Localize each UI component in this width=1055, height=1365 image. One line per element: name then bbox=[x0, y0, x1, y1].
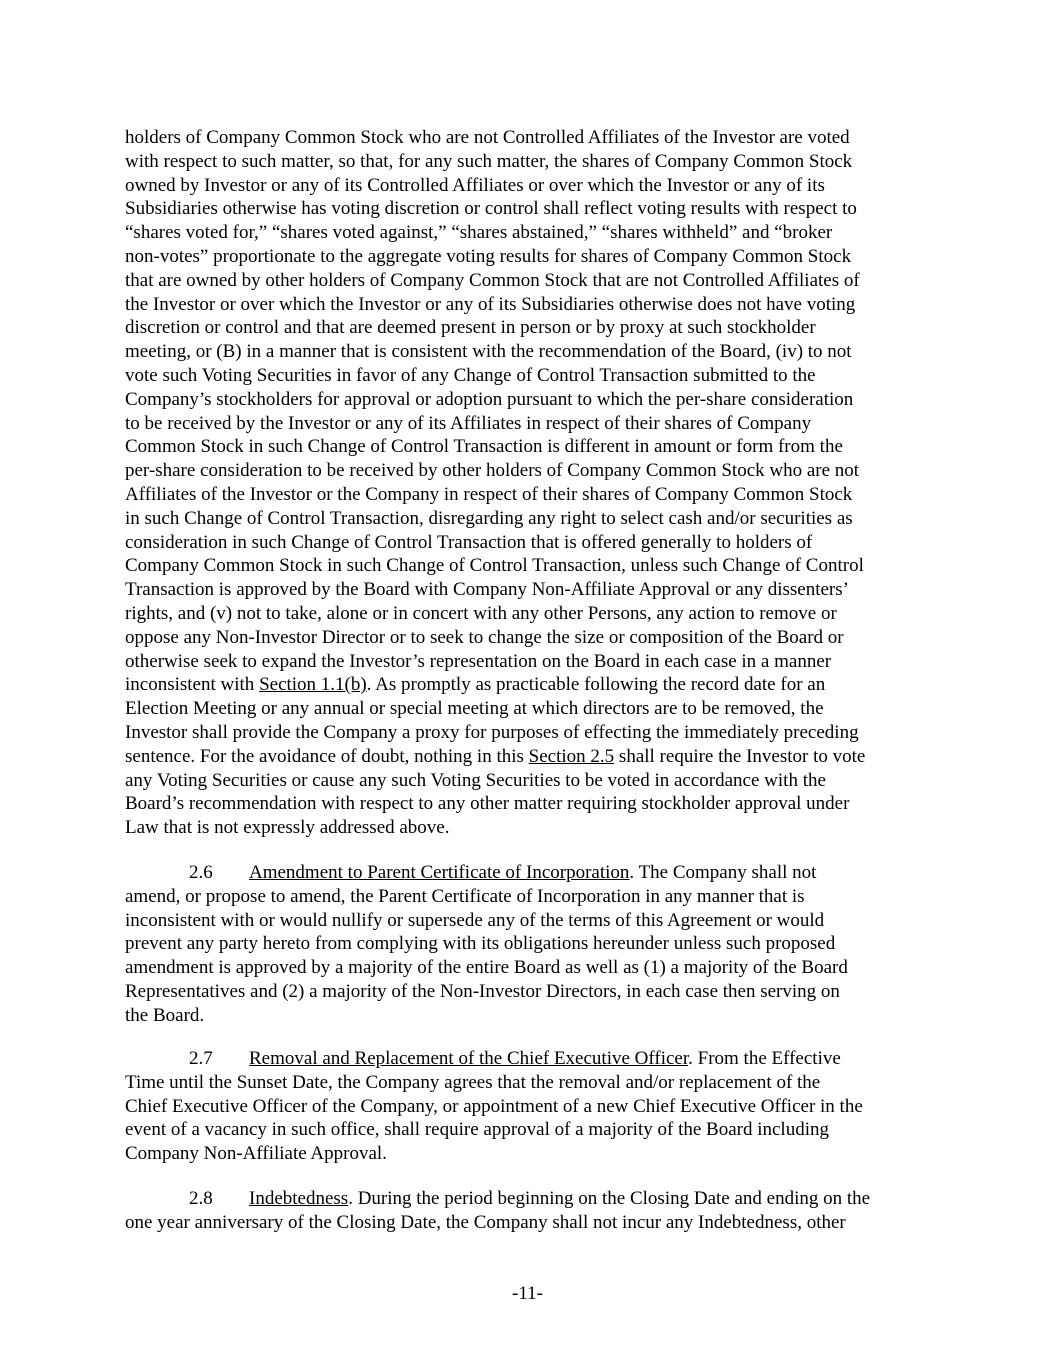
text-line: the Board. bbox=[125, 1004, 205, 1026]
text-line: consideration in such Change of Control Transaction that is offered generally to holders of bbox=[125, 531, 813, 553]
text-line: rights, and (v) not to take, alone or in concert with any other Persons, any action to remove or bbox=[125, 602, 837, 624]
text-line: Company Common Stock in such Change of Control Transaction, unless such Change of Control bbox=[125, 555, 864, 577]
text-line: Representatives and (2) a majority of the Non-Investor Directors, in each case then serving on bbox=[125, 980, 840, 1002]
section-heading: Amendment to Parent Certificate of Incorporation bbox=[249, 862, 630, 883]
text-line: event of a vacancy in such office, shall require approval of a majority of the Board including bbox=[125, 1119, 829, 1141]
section-number: 2.7 bbox=[189, 1048, 213, 1069]
text-line: Subsidiaries otherwise has voting discretion or control shall reflect voting results with respect to bbox=[125, 198, 857, 220]
section-heading: Removal and Replacement of the Chief Executive Officer bbox=[249, 1048, 689, 1069]
text-line: Board’s recommendation with respect to any other matter requiring stockholder approval under bbox=[125, 793, 850, 815]
text-fragment: . As promptly as practicable following the record date for an bbox=[366, 674, 826, 696]
text-line: that are owned by other holders of Company Common Stock that are not Controlled Affiliates of bbox=[125, 269, 860, 291]
text-line: otherwise seek to expand the Investor’s representation on the Board in each case in a manner bbox=[125, 650, 832, 672]
section-number: 2.6 bbox=[189, 862, 213, 883]
text-line: meeting, or (B) in a manner that is consistent with the recommendation of the Board, (iv) to not bbox=[125, 341, 852, 363]
text-fragment: sentence. For the avoidance of doubt, nothing in this bbox=[125, 745, 529, 767]
text-line: Election Meeting or any annual or special meeting at which directors are to be removed, the bbox=[125, 698, 824, 720]
text-line: any Voting Securities or cause any such Voting Securities to be voted in accordance with the bbox=[125, 769, 826, 791]
text-line: in such Change of Control Transaction, disregarding any right to select cash and/or securities as bbox=[125, 507, 853, 529]
section-reference-link[interactable]: Section 1.1(b) bbox=[259, 674, 367, 696]
text-fragment: inconsistent with bbox=[125, 674, 260, 696]
section-reference-link[interactable]: Section 2.5 bbox=[528, 745, 615, 767]
text-line: Chief Executive Officer of the Company, or appointment of a new Chief Executive Officer in the bbox=[125, 1095, 863, 1117]
text-line: with respect to such matter, so that, for any such matter, the shares of Company Common Stock bbox=[125, 150, 853, 172]
section-heading: Indebtedness bbox=[249, 1188, 349, 1209]
text-fragment: . During the period beginning on the Closing Date and ending on the bbox=[348, 1188, 871, 1209]
text-line: prevent any party hereto from complying with its obligations hereunder unless such proposed bbox=[125, 933, 836, 955]
text-line: owned by Investor or any of its Controlled Affiliates or over which the Investor or any of its bbox=[125, 174, 825, 196]
text-line: Common Stock in such Change of Control Transaction is different in amount or form from the bbox=[125, 436, 843, 458]
section-2-8 bbox=[125, 1187, 940, 1235]
paragraph-continued bbox=[125, 126, 940, 840]
text-line: holders of Company Common Stock who are not Controlled Affiliates of the Investor are voted bbox=[125, 127, 850, 148]
text-line: Affiliates of the Investor or the Company in respect of their shares of Company Common Stock bbox=[125, 483, 853, 505]
text-line: Company Non-Affiliate Approval. bbox=[125, 1143, 387, 1165]
text-line: discretion or control and that are deemed present in person or by proxy at such stockholder bbox=[125, 317, 816, 339]
section-number: 2.8 bbox=[189, 1188, 213, 1209]
text-line: “shares voted for,” “shares voted against,” “shares abstained,” “shares withheld” and “broker bbox=[125, 222, 833, 244]
text-line: the Investor or over which the Investor or any of its Subsidiaries otherwise does not have voting bbox=[125, 293, 856, 315]
text-line: Company’s stockholders for approval or adoption pursuant to which the per-share consideration bbox=[125, 388, 854, 410]
text-fragment: . From the Effective bbox=[688, 1048, 841, 1069]
text-line: one year anniversary of the Closing Date, the Company shall not incur any Indebtedness, other bbox=[125, 1211, 846, 1233]
text-line: Transaction is approved by the Board with Company Non-Affiliate Approval or any dissenters’ bbox=[125, 579, 849, 601]
text-fragment: shall require the Investor to vote bbox=[614, 745, 866, 767]
text-line: Law that is not expressly addressed above. bbox=[125, 817, 450, 839]
text-line: oppose any Non-Investor Director or to seek to change the size or composition of the Board or bbox=[125, 626, 844, 648]
text-line: non-votes” proportionate to the aggregate voting results for shares of Company Common Stock bbox=[125, 245, 852, 267]
text-line: amend, or propose to amend, the Parent Certificate of Incorporation in any manner that is bbox=[125, 885, 805, 907]
page-number: -11- bbox=[512, 1283, 543, 1304]
text-fragment: . The Company shall not bbox=[629, 862, 817, 883]
section-2-6 bbox=[125, 861, 940, 1028]
text-line: amendment is approved by a majority of the entire Board as well as (1) a majority of the Board bbox=[125, 957, 848, 979]
section-2-7 bbox=[125, 1047, 940, 1166]
text-line: per-share consideration to be received by other holders of Company Common Stock who are not bbox=[125, 460, 860, 482]
text-line: vote such Voting Securities in favor of any Change of Control Transaction submitted to the bbox=[125, 364, 816, 386]
text-line: inconsistent with or would nullify or supersede any of the terms of this Agreement or would bbox=[125, 909, 825, 931]
text-line: to be received by the Investor or any of its Affiliates in respect of their shares of Company bbox=[125, 412, 812, 434]
text-line: Investor shall provide the Company a proxy for purposes of effecting the immediately preceding bbox=[125, 721, 859, 743]
text-line: Time until the Sunset Date, the Company agrees that the removal and/or replacement of the bbox=[125, 1071, 821, 1093]
